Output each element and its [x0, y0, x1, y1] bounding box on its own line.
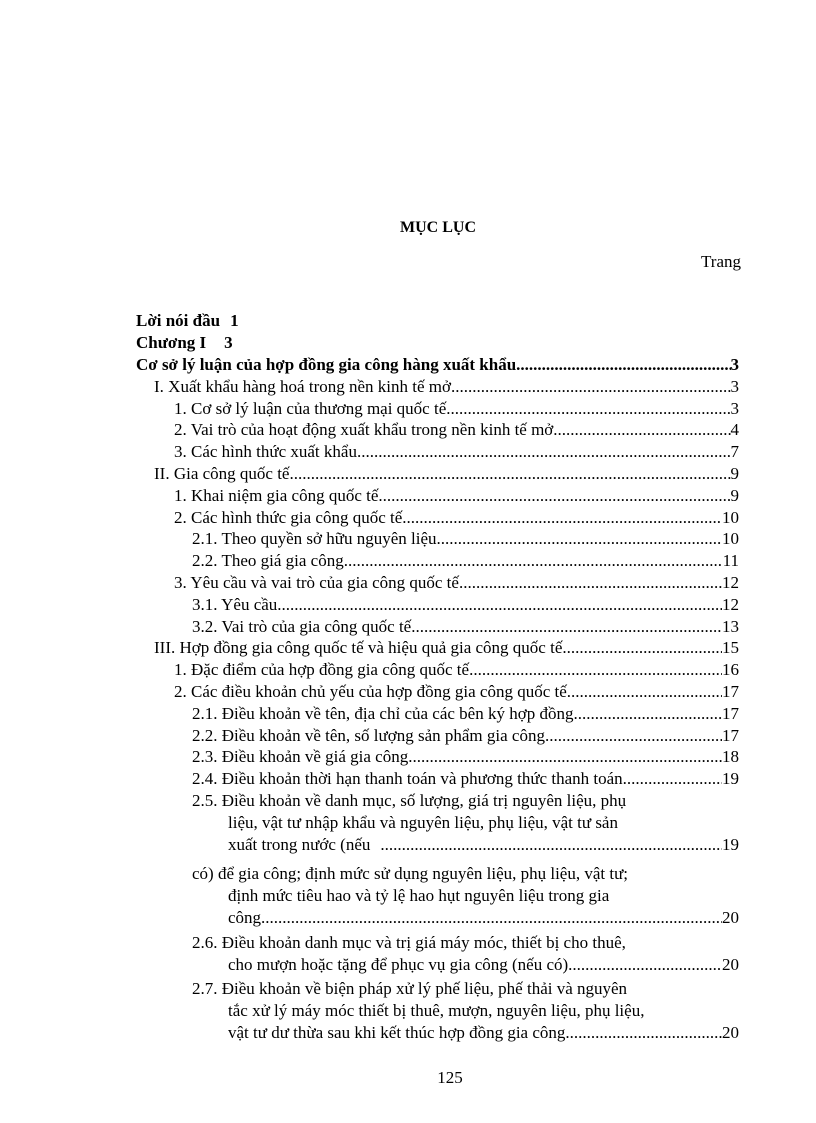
- dot-leader: [516, 354, 730, 376]
- dot-leader: [558, 419, 731, 441]
- toc-entry-page: 10: [722, 507, 739, 527]
- toc-entry-page: 3: [730, 355, 739, 374]
- toc-entry-page: 12: [722, 594, 739, 614]
- toc-entry[interactable]: [136, 398, 739, 420]
- toc-entry-text: 2.4. Điều khoản thời hạn thanh toán và phương thức thanh toán.: [192, 769, 627, 789]
- toc-entry-text: 2. Vai trò của hoạt động xuất khẩu trong nền kinh tế mở.: [174, 420, 558, 440]
- toc-entry-text: 3. Yêu cầu và vai trò của gia công quốc tế.: [174, 572, 464, 592]
- toc-entry-line: [136, 1000, 739, 1022]
- toc-entry-text: 2.2. Theo giá gia công.: [192, 551, 348, 571]
- toc-entry-text: 1. Cơ sở lý luận của thương mại quốc tế.: [174, 398, 451, 418]
- toc-entry-text: tắc xử lý máy móc thiết bị thuê, mượn, nguyên liệu, phụ liệu,: [228, 1001, 645, 1021]
- toc-entry[interactable]: [136, 703, 739, 725]
- toc-entry[interactable]: [136, 681, 739, 703]
- page-number: 125: [437, 1068, 463, 1087]
- toc-entry[interactable]: [136, 1022, 739, 1044]
- toc-entry-text: 1. Khai niệm gia công quốc tế.: [174, 485, 383, 505]
- dot-leader: [570, 1022, 722, 1044]
- toc-entry-page: 17: [722, 681, 739, 701]
- toc-entry-text: 2.7. Điều khoản về biện pháp xử lý phế liệu, phế thải và nguyên: [192, 979, 628, 999]
- dot-leader: [380, 834, 722, 856]
- dot-leader: [412, 746, 722, 768]
- toc-entry-page: 3: [730, 376, 739, 396]
- dot-leader: [415, 616, 722, 638]
- dot-leader: [578, 703, 722, 725]
- toc-entry-text: liệu, vật tư nhập khẩu và nguyên liệu, phụ liệu, vật tư sản: [228, 812, 618, 832]
- toc-entry[interactable]: [136, 768, 739, 790]
- toc-entry-line: [136, 812, 739, 834]
- toc-entry[interactable]: [136, 746, 739, 768]
- toc-entry-page: 19: [722, 769, 739, 789]
- toc-entry-text: 2.2. Điều khoản về tên, số lượng sản phẩm gia công.: [192, 725, 550, 745]
- table-of-contents: [136, 310, 739, 1044]
- toc-entry-line: [136, 885, 739, 907]
- toc-entry-text: 2. Các điều khoản chủ yếu của hợp đồng gia công quốc tế.: [174, 681, 572, 701]
- toc-entry-text: III. Hợp đồng gia công quốc tế và hiệu quả gia công quốc tế.: [154, 638, 567, 658]
- dot-leader: [473, 659, 722, 681]
- toc-entry-text: 2.3. Điều khoản về giá gia công.: [192, 747, 413, 767]
- toc-entry[interactable]: [136, 725, 739, 747]
- dot-leader: [441, 528, 722, 550]
- toc-entry-page: 11: [722, 551, 739, 571]
- toc-intro-row: [136, 310, 739, 332]
- toc-entry-text: có) để gia công; định mức sử dụng nguyên liệu, phụ liệu, vật tư;: [192, 864, 629, 884]
- dot-leader: [265, 907, 722, 929]
- toc-entry-page: 15: [722, 638, 739, 658]
- toc-entry-text: 2.5. Điều khoản về danh mục, số lượng, giá trị nguyên liệu, phụ: [192, 790, 627, 810]
- toc-entry[interactable]: [136, 376, 739, 398]
- toc-entry-page: 4: [730, 420, 739, 440]
- page-column-label: Trang: [701, 252, 741, 271]
- toc-entry-page: 16: [722, 660, 739, 680]
- toc-entry-page: 17: [722, 725, 739, 745]
- toc-entry-text: công.: [228, 907, 266, 927]
- toc-entry-text: định mức tiêu hao và tỷ lệ hao hụt nguyên liệu trong gia: [228, 886, 610, 906]
- dot-leader: [568, 954, 722, 976]
- toc-entry[interactable]: [136, 507, 739, 529]
- toc-chapter-page: 3: [224, 333, 233, 352]
- dot-leader: [451, 398, 731, 420]
- toc-entry[interactable]: [136, 419, 739, 441]
- toc-entry-text: 2. Các hình thức gia công quốc tế.: [174, 507, 407, 527]
- dot-leader: [571, 681, 722, 703]
- toc-entry-page: 7: [730, 442, 739, 462]
- toc-entry[interactable]: [136, 550, 739, 572]
- toc-entry-text: 1. Đặc điểm của hợp đồng gia công quốc tế.: [174, 660, 474, 680]
- toc-entry-line: [136, 790, 739, 812]
- dot-leader: [567, 637, 722, 659]
- toc-entry-text: 3.2. Vai trò của gia công quốc tế.: [192, 616, 416, 636]
- toc-entry[interactable]: [136, 907, 739, 929]
- toc-entry-page: 19: [722, 834, 739, 854]
- toc-entry-page: 12: [722, 572, 739, 592]
- toc-entry-text: xuất trong nước (nếu: [228, 834, 371, 854]
- toc-intro-page: 1: [230, 311, 239, 330]
- toc-chapter-row: [136, 332, 739, 354]
- toc-intro-text: Lời nói đầu: [136, 311, 221, 330]
- toc-entry[interactable]: [136, 834, 739, 856]
- toc-entry[interactable]: [136, 616, 739, 638]
- toc-entry-text: 2.6. Điều khoản danh mục và trị giá máy móc, thiết bị cho thuê,: [192, 932, 626, 952]
- dot-leader: [294, 463, 731, 485]
- toc-entry-page: 13: [722, 616, 739, 636]
- toc-entry-text: II. Gia công quốc tế.: [154, 463, 294, 483]
- toc-entry-text: I. Xuất khẩu hàng hoá trong nền kinh tế mở.: [154, 376, 456, 396]
- dot-leader: [463, 572, 722, 594]
- page-title: MỤC LỤC: [400, 219, 476, 236]
- dot-leader: [407, 507, 722, 529]
- dot-leader: [361, 441, 730, 463]
- toc-entry-text: Cơ sở lý luận của hợp đồng gia công hàng xuất khẩu: [136, 355, 517, 374]
- toc-entry-page: 10: [722, 529, 739, 549]
- toc-entry-page: 17: [722, 703, 739, 723]
- toc-entry[interactable]: [136, 485, 739, 507]
- toc-entry-page: 18: [722, 747, 739, 767]
- dot-leader: [348, 550, 723, 572]
- toc-entry[interactable]: [136, 954, 739, 976]
- toc-entry-text: 2.1. Theo quyền sở hữu nguyên liệu.: [192, 529, 441, 549]
- toc-entry-line: [136, 978, 739, 1000]
- toc-entry-page: 3: [730, 398, 739, 418]
- toc-entry-text: cho mượn hoặc tặng để phục vụ gia công (nếu có): [228, 954, 569, 974]
- toc-entry[interactable]: [136, 659, 739, 681]
- toc-entry-page: 9: [730, 485, 739, 505]
- dot-leader: [282, 594, 722, 616]
- toc-entry-page: 20: [722, 1022, 739, 1042]
- toc-entry[interactable]: [136, 528, 739, 550]
- dot-leader: [455, 376, 730, 398]
- toc-entry[interactable]: [136, 572, 739, 594]
- toc-entry-line: [136, 863, 739, 885]
- dot-leader: [549, 725, 722, 747]
- toc-entry[interactable]: [136, 463, 739, 485]
- toc-entry-line: [136, 932, 739, 954]
- toc-entry[interactable]: [136, 354, 739, 376]
- toc-entry[interactable]: [136, 441, 739, 463]
- toc-entry-text: 2.1. Điều khoản về tên, địa chỉ của các bên ký hợp đồng.: [192, 703, 578, 723]
- toc-entry[interactable]: [136, 594, 739, 616]
- dot-leader: [627, 768, 722, 790]
- toc-entry-text: 3.1. Yêu cầu.: [192, 594, 282, 614]
- dot-leader: [383, 485, 731, 507]
- toc-chapter-text: Chương I: [136, 333, 207, 352]
- toc-entry[interactable]: [136, 637, 739, 659]
- toc-entry-text: vật tư dư thừa sau khi kết thúc hợp đồng gia công.: [228, 1022, 570, 1042]
- toc-entry-page: 9: [730, 463, 739, 483]
- toc-entry-text: 3. Các hình thức xuất khẩu.: [174, 442, 362, 462]
- toc-entry-page: 20: [722, 954, 739, 974]
- toc-entry-page: 20: [722, 907, 739, 927]
